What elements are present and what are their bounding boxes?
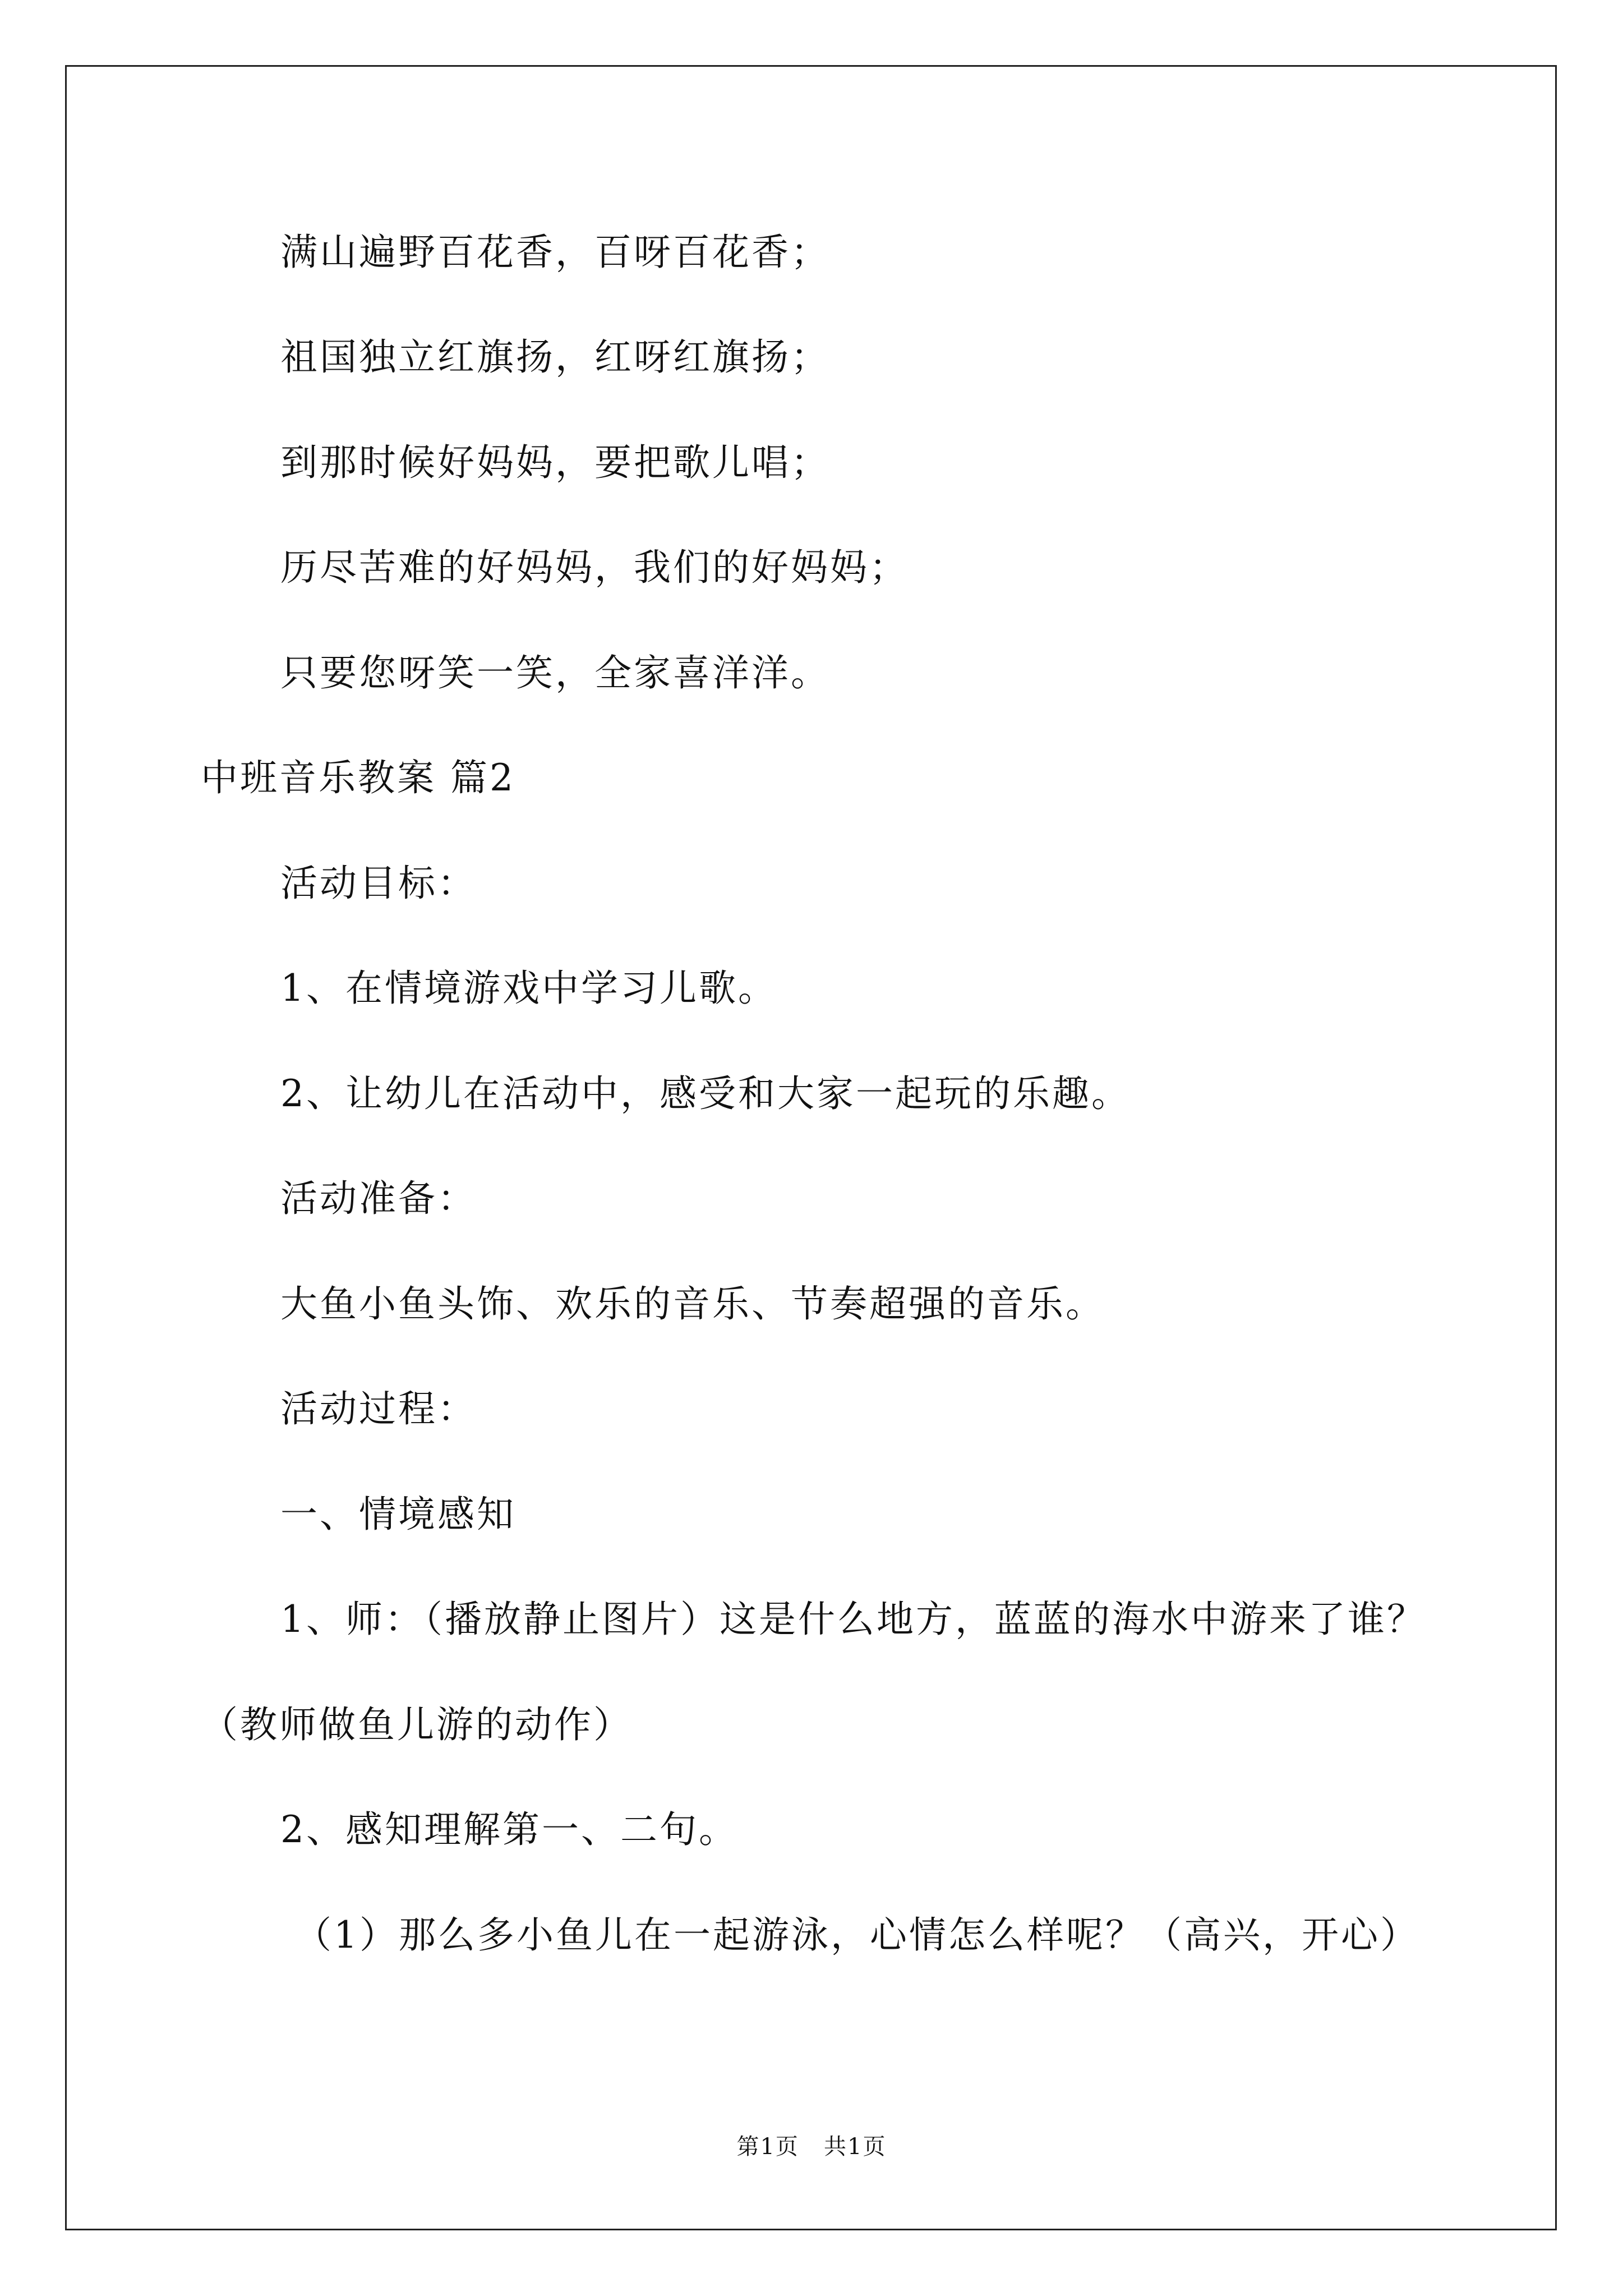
lyric-line-5: 只要您呀笑一笑，全家喜洋洋。: [280, 651, 830, 694]
paragraph-process-heading: 活动过程：: [280, 1387, 477, 1430]
paragraph-prep-content: 大鱼小鱼头饰、欢乐的音乐、节奏超强的音乐。: [280, 1282, 1105, 1326]
lyric-line-4: 历尽苦难的好妈妈，我们的好妈妈；: [280, 546, 909, 589]
page-border: [65, 65, 1557, 2230]
lyric-line-2: 祖国独立红旗扬，红呀红旗扬；: [280, 335, 830, 379]
paragraph-prep-heading: 活动准备：: [280, 1177, 477, 1220]
paragraph-goal-1: 1、在情境游戏中学习儿歌。: [280, 967, 777, 1010]
paragraph-step-1-item-1: 1、师：（播放静止图片）这是什么地方，蓝蓝的海水中游来了谁？: [280, 1598, 1426, 1641]
paragraph-step-1-item-1-continued: （教师做鱼儿游的动作）: [201, 1703, 633, 1746]
paragraph-step-1-item-2: 2、感知理解第一、二句。: [280, 1808, 738, 1851]
paragraph-step-1-item-2-sub-1: （1）那么多小鱼儿在一起游泳，心情怎么样呢？（高兴，开心）: [294, 1913, 1419, 1957]
lyric-line-3: 到那时候好妈妈，要把歌儿唱；: [280, 441, 830, 484]
section-heading: 中班音乐教案 篇2: [201, 756, 515, 799]
paragraph-step-1-heading: 一、情境感知: [280, 1493, 516, 1536]
page-footer: 第1页 共1页: [736, 2134, 887, 2160]
lyric-line-1: 满山遍野百花香，百呀百花香；: [280, 231, 830, 274]
paragraph-goals-heading: 活动目标：: [280, 862, 477, 905]
paragraph-goal-2: 2、让幼儿在活动中，感受和大家一起玩的乐趣。: [280, 1072, 1131, 1115]
